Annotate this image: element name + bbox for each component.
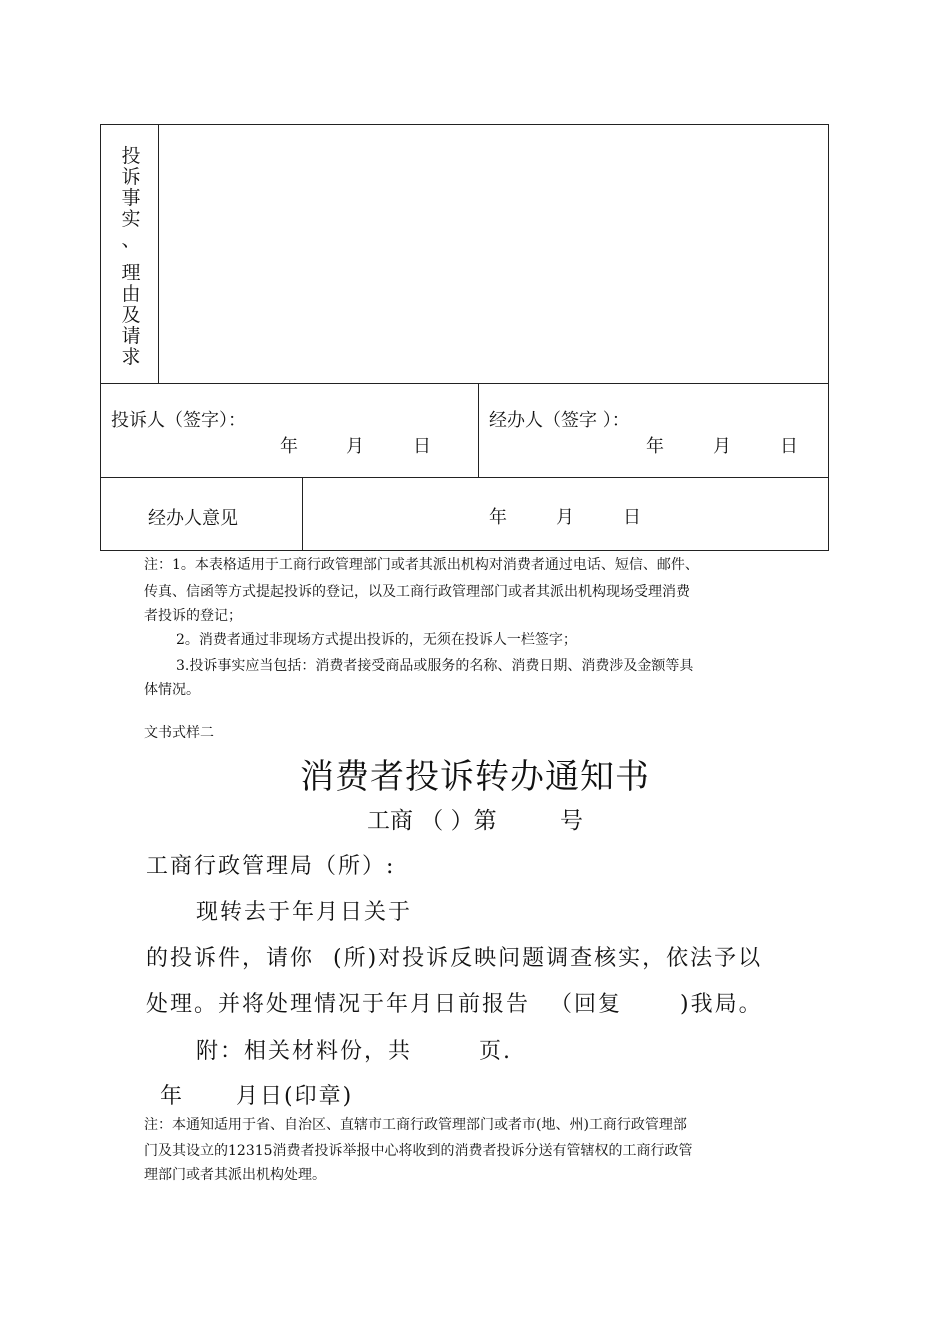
sample-label: 文书式样二: [144, 725, 214, 741]
notice-body-line-1: 现转去于年月日关于: [196, 900, 413, 925]
complainant-date-year: 年: [280, 436, 298, 457]
notice-body-line-3a: 处理。并将处理情况于年月日前报告: [146, 992, 531, 1017]
opinion-date-day: 日: [623, 507, 641, 528]
notice-number-prefix: 工商 （ ）第: [367, 808, 497, 834]
opinion-date-month: 月: [556, 507, 574, 528]
handler-date-month: 月: [713, 436, 731, 457]
row-divider-2: [100, 477, 829, 478]
complaint-facts-label: 投 诉 事 实 、 理 由 及 请 求: [121, 145, 141, 368]
handler-date-day: 日: [780, 436, 798, 457]
notice-seal-date: 月日(印章): [236, 1084, 354, 1109]
notice-note-line-2: 门及其设立的12315消费者投诉举报中心将收到的消费者投诉分送有管辖权的工商行政管: [144, 1143, 693, 1159]
notice-attachment: 附：相关材料份，共: [196, 1039, 413, 1064]
notice-attachment-pages: 页.: [479, 1039, 512, 1064]
complainant-date-month: 月: [346, 436, 364, 457]
form-note-line-5: 3.投诉事实应当包括：消费者接受商品或服务的名称、消费日期、消费涉及金额等具: [176, 658, 694, 674]
form-note-line-2: 传真、信函等方式提起投诉的登记，以及工商行政管理部门或者其派出机构现场受理消费: [144, 584, 690, 600]
form-note-line-3: 者投诉的登记；: [144, 608, 242, 624]
column-divider-opinion: [302, 477, 303, 551]
handler-opinion-label: 经办人意见: [148, 508, 238, 529]
opinion-date-year: 年: [489, 507, 507, 528]
complainant-signature-label: 投诉人（签字）：: [111, 410, 246, 431]
handler-signature-label: 经办人（签字 ）：: [489, 410, 630, 431]
notice-note-line-1: 注：本通知适用于省、自治区、直辖市工商行政管理部门或者市(地、州)工商行政管理部: [144, 1117, 687, 1133]
row-divider-1: [100, 383, 829, 384]
notice-body-line-3b: （回复: [550, 992, 623, 1017]
notice-addressee: 工商行政管理局（所）:: [146, 854, 396, 879]
complainant-date-day: 日: [413, 436, 431, 457]
notice-body-line-2b: (所)对投诉反映问题调查核实，依法予以: [333, 946, 763, 971]
handler-date-year: 年: [646, 436, 664, 457]
column-divider-signatures: [478, 383, 479, 477]
notice-body-line-2a: 的投诉件，请你: [146, 946, 315, 971]
notice-seal-year: 年: [160, 1084, 185, 1109]
notice-title: 消费者投诉转办通知书: [300, 757, 650, 797]
form-note-line-4: 2。消费者通过非现场方式提出投诉的，无须在投诉人一栏签字；: [176, 632, 577, 648]
complaint-facts-field[interactable]: [160, 126, 827, 382]
notice-body-line-3c: )我局。: [680, 992, 763, 1017]
form-note-line-6: 体情况。: [144, 682, 200, 698]
form-note-line-1: 注：1。本表格适用于工商行政管理部门或者其派出机构对消费者通过电话、短信、邮件、: [144, 557, 699, 573]
notice-note-line-3: 理部门或者其派出机构处理。: [144, 1167, 326, 1183]
column-divider-label: [158, 124, 159, 383]
notice-number-suffix: 号: [560, 808, 583, 834]
